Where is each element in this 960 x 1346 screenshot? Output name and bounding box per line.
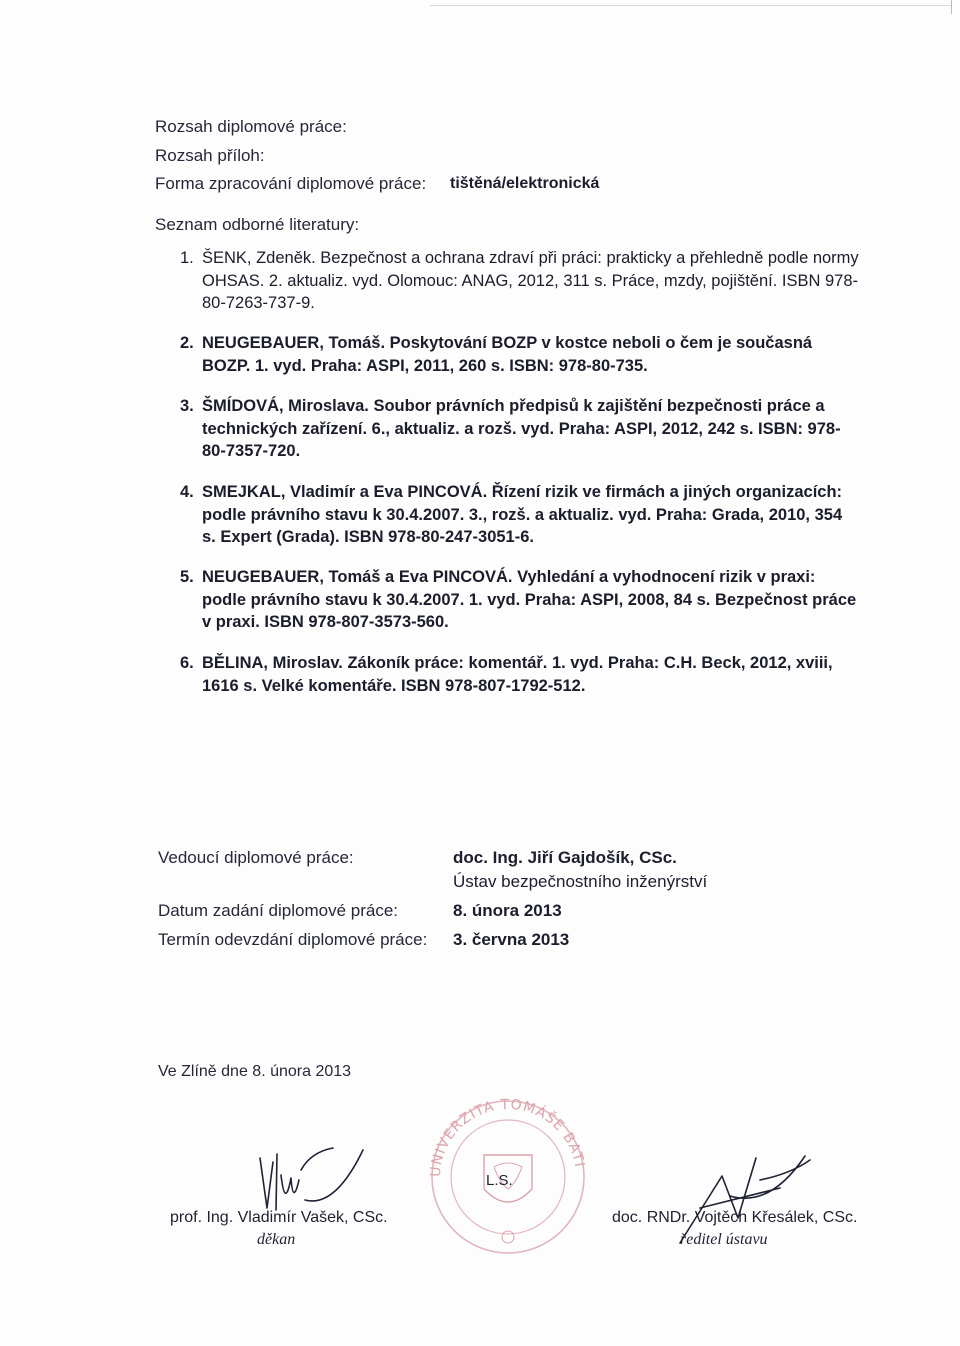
form-label: Forma zpracování diplomové práce:: [155, 174, 427, 193]
supervisor-name: doc. Ing. Jiří Gajdošík, CSc.: [453, 848, 677, 867]
reference-text: NEUGEBAUER, Tomáš. Poskytování BOZP v kostce neboli o čem je současná BOZP. 1. vyd. Praha: ASPI, 2011, 260 s. ISBN: 978-80-735.: [202, 334, 813, 375]
reference-text: BĚLINA, Miroslav. Zákoník práce: komentář. 1. vyd. Praha: C.H. Beck, 2012, xviii, 1616 s. Velké komentáře. ISBN 978-807-1792-512.: [202, 654, 833, 695]
assign-date-label: Datum zadání diplomové práce:: [158, 901, 399, 920]
director-title: ředitel ústavu: [680, 1231, 768, 1248]
director-name: doc. RNDr. Vojtěch Křesálek, CSc.: [612, 1209, 858, 1226]
reference-item: [180, 247, 860, 315]
reference-text: NEUGEBAUER, Tomáš a Eva PINCOVÁ. Vyhledání a vyhodnocení rizik v praxi: podle právního stavu k 30.4.2007. 1. vyd. Praha: ASPI, 2008, 84 s. Bezpečnost práce v praxi. ISBN 978-807-3573-560.: [202, 568, 857, 631]
reference-item: [180, 566, 860, 634]
assign-date-value: 8. února 2013: [453, 901, 562, 920]
reference-item: [180, 395, 860, 463]
reference-text: SMEJKAL, Vladimír a Eva PINCOVÁ. Řízení rizik ve firmách a jiných organizacích: podle právního stavu k 30.4.2007. 3., rozš. a aktualiz. vyd. Praha: Grada, 2010, 354 s. Expert (Grada). ISBN 978-80-247-3051-6.: [202, 483, 843, 546]
place-date: Ve Zlíně dne 8. února 2013: [158, 1063, 352, 1080]
svg-text:UNIVERZITA TOMÁŠE BATI VE ZLÍN: [411, 1080, 588, 1177]
literature-label: Seznam odborné literatury:: [155, 215, 360, 234]
reference-number: 2.: [180, 334, 194, 352]
dean-title: děkan: [257, 1231, 296, 1248]
reference-text: ŠMÍDOVÁ, Miroslava. Soubor právních předpisů k zajištění bezpečnosti práce a technických zařízení. 6., aktualiz. a rozš. vyd. Praha: ASPI, 2012, 242 s. ISBN: 978-80-7357-720.: [202, 397, 841, 460]
stamp-text: UNIVERZITA TOMÁŠE BATI VE ZLÍNĚ Fakulta aplikované informatiky: [410, 1081, 588, 1178]
reference-number: 4.: [180, 483, 194, 501]
thesis-scope-label: Rozsah diplomové práce:: [155, 117, 347, 136]
appendix-scope-label: Rozsah příloh:: [155, 146, 265, 165]
stamp-star-icon: [502, 1231, 514, 1243]
scan-edge-line: [430, 5, 952, 6]
reference-text: ŠENK, Zdeněk. Bezpečnost a ochrana zdraví při práci: prakticky a přehledně podle normy OHSAS. 2. aktualiz. vyd. Olomouc: ANAG, 2012, 311 s. Práce, mzdy, pojištění. ISBN 978-80-7263-737-9.: [202, 249, 859, 312]
reference-number: 3.: [180, 397, 194, 415]
form-value: tištěná/elektronická: [450, 175, 600, 192]
due-date-label: Termín odevzdání diplomové práce:: [158, 930, 428, 949]
reference-number: 5.: [180, 568, 194, 586]
reference-item: [180, 652, 860, 697]
scan-edge-mark: [951, 0, 952, 14]
stamp-ls: L.S.: [486, 1172, 513, 1189]
due-date-value: 3. června 2013: [453, 930, 570, 949]
supervisor-label: Vedoucí diplomové práce:: [158, 848, 354, 867]
reference-item: [180, 481, 860, 549]
supervisor-department: Ústav bezpečnostního inženýrství: [453, 872, 708, 891]
dean-name: prof. Ing. Vladimír Vašek, CSc.: [170, 1209, 388, 1226]
university-stamp: [410, 1081, 598, 1253]
reference-number: 1.: [180, 249, 194, 267]
dean-signature: [245, 1140, 375, 1220]
reference-item: [180, 332, 860, 377]
reference-number: 6.: [180, 654, 194, 672]
